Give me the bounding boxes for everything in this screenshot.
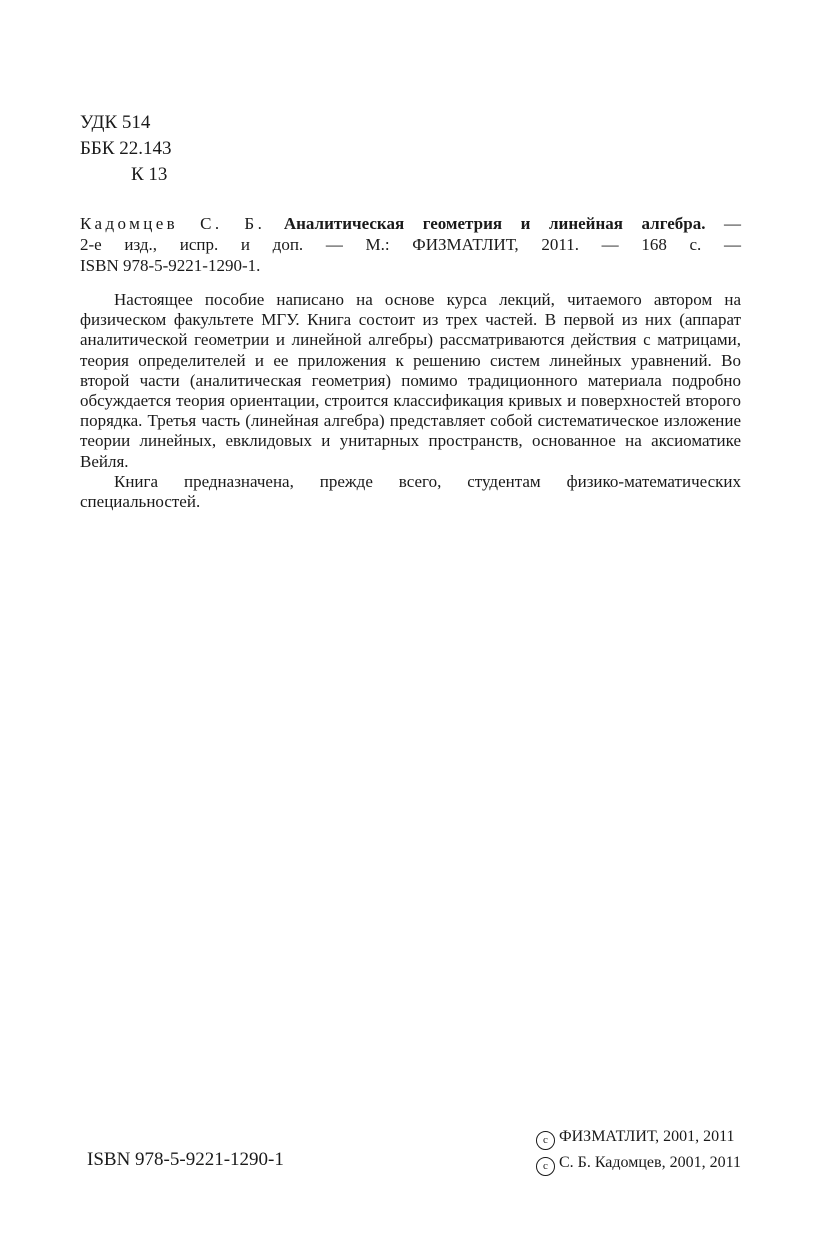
author-mark: К 13 <box>131 164 168 185</box>
copyright-publisher-line <box>536 1124 741 1150</box>
copyright-icon: c <box>536 1157 555 1176</box>
annotation-paragraph: Настоящее пособие написано на основе курса лекций, читаемого автором на физическом факультете МГУ. Книга состоит из трех частей. В первой из них (аппарат аналитической геометрии и линейной алгебры) рассматриваются действия с матрицами, теория определителей и ее приложения к решению систем линейных уравнений. Во второй части (аналитическая геометрия) помимо традиционного материала подробно обсуждается теория ориентации, строится классификация кривых и поверхностей второго порядка. Третья часть (линейная алгебра) представляет собой систематическое изложение теории линейных, евклидовых и унитарных пространств, основанное на аксиоматике Вейля. <box>80 290 741 471</box>
edition-line: 2-е изд., испр. и доп. — М.: ФИЗМАТЛИТ, 2011. — 168 с. — <box>80 235 741 254</box>
book-title: Аналитическая геометрия и линейная алгебра. <box>283 214 706 233</box>
title-dash: — <box>705 214 742 233</box>
copyright-publisher: ФИЗМАТЛИТ, 2001, 2011 <box>558 1128 735 1145</box>
annotation-paragraph: Книга предназначена, прежде всего, студентам физико-математических специальностей. <box>80 471 741 512</box>
copyright-author: С. Б. Кадомцев, 2001, 2011 <box>558 1154 741 1171</box>
bbk-code: ББК 22.143 <box>80 138 172 159</box>
author-name: Кадомцев С. Б. <box>80 214 266 233</box>
footer-isbn: ISBN 978-5-9221-1290-1 <box>87 1149 284 1170</box>
classification-block <box>80 110 172 188</box>
copyright-author-line <box>536 1150 741 1176</box>
copyright-icon: c <box>536 1131 555 1150</box>
biblio-isbn: ISBN 978-5-9221-1290-1. <box>80 256 261 275</box>
bibliographic-record <box>80 213 741 276</box>
copyright-block <box>536 1124 741 1176</box>
biblio-line-author-title <box>80 213 741 234</box>
udk-code: УДК 514 <box>80 112 151 133</box>
annotation <box>80 290 741 512</box>
